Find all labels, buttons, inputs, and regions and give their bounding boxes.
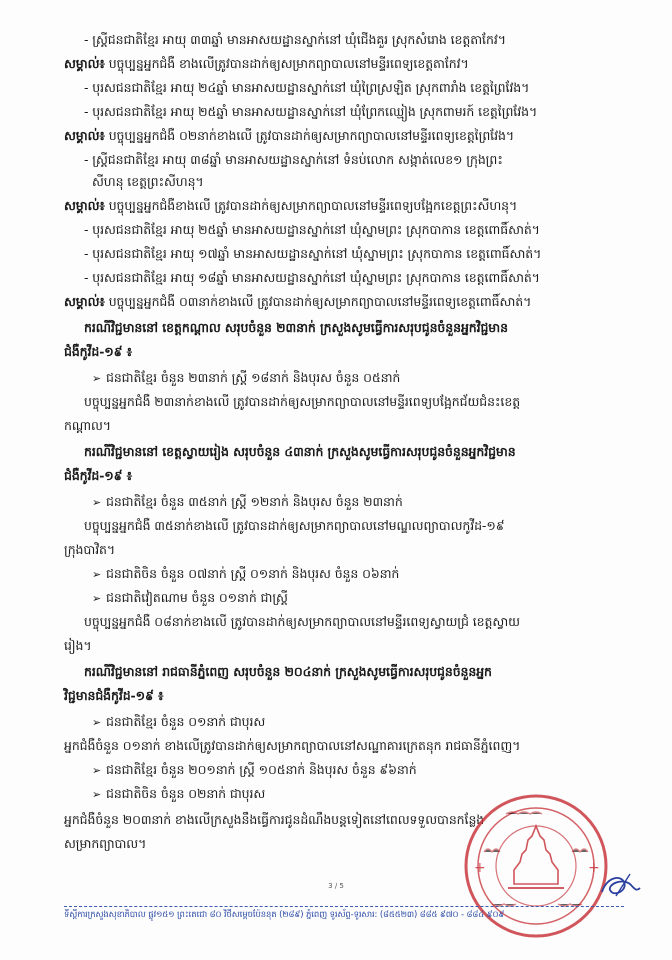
case-line: - បុរសជនជាតិខ្មែរ អាយុ ២៤ឆ្នាំ មានអាសយដ្ឋានស្នាក់នៅ ឃុំព្រៃស្រឡិត ស្រុកពារាំង ខេត្តព្រៃវែង។ [84, 80, 530, 95]
case-line: - ស្ត្រីជនជាតិខ្មែរ អាយុ ៣៣ឆ្នាំ មានអាសយដ្ឋានស្នាក់នៅ ឃុំជើងគួរ ស្រុកសំរោង ខេត្តតាកែវ។ [84, 32, 506, 47]
section-heading: ករណីវិជ្ជមាននៅ ខេត្តស្វាយរៀង សរុបចំនួន ៤៣នាក់ ក្រសួងសូមធ្វើការសរុបជូនចំនួនអ្នកវិជ្ជមាន [84, 444, 516, 459]
note-label: សម្គាល់៖ [64, 294, 105, 309]
svg-text:+: + [588, 860, 600, 876]
note-line [64, 292, 531, 312]
arrow-bullet-icon: ➢ [92, 496, 102, 509]
arrow-bullet-icon: ➢ [92, 764, 102, 777]
note-text: បច្ចុប្បន្នអ្នកជំងឺ ០២នាក់ខាងលើ ត្រូវបានដាក់ឲ្យសម្រាកព្យាបាលនៅមន្ទីរពេទ្យខេត្តព្រៃវែង។ [108, 128, 514, 143]
section-heading: ករណីវិជ្ជមាននៅ រាជធានីភ្នំពេញ សរុបចំនួន ២០៤នាក់ ក្រសួងសូមធ្វើការសរុបជូនចំនួនអ្នក [84, 664, 492, 679]
note-label: សម្គាល់៖ [64, 56, 105, 71]
case-line: - ស្ត្រីជនជាតិខ្មែរ អាយុ ៣៨ឆ្នាំ មានអាសយដ្ឋានស្នាក់នៅ ទំនប់លោក សង្កាត់លេខ១ ក្រុងព្រះ [84, 152, 503, 167]
bullet-line: ➢ ជនជាតិចិន ចំនួន ០២នាក់ ជាបុរស [92, 784, 265, 805]
case-line: - បុរសជនជាតិខ្មែរ អាយុ ១៨ឆ្នាំ មានអាសយដ្ឋានស្នាក់នៅ ឃុំស្នាមព្រះ ស្រុកបាកាន ខេត្តពោធិ៍សាត់។ [84, 270, 540, 285]
body-line-cont: សម្រាកព្យាបាល។ [64, 836, 147, 851]
bullet-line: ➢ ជនជាតិខ្មែរ ចំនួន ៣៥នាក់ ស្ត្រី ១២នាក់ និងបុរស ចំនួន ២៣នាក់ [92, 492, 403, 513]
note-line [64, 196, 517, 216]
section-heading-cont: វិជ្ជមានជំងឺកូវីដ-១៩ ៖ [64, 688, 164, 703]
case-line: - បុរសជនជាតិខ្មែរ អាយុ ២៥ឆ្នាំ មានអាសយដ្ឋានស្នាក់នៅ ឃុំស្នាមព្រះ ស្រុកបាកាន ខេត្តពោធិ៍សាត់។ [84, 222, 540, 237]
note-text: បច្ចុប្បន្នអ្នកជំងឺ ខាងលើត្រូវបានដាក់ឲ្យសម្រាកព្យាបាលនៅមន្ទីរពេទ្យខេត្តតាកែវ។ [108, 56, 469, 71]
body-line-cont: រៀង។ [64, 638, 92, 653]
footer-divider [64, 906, 624, 907]
case-line-cont: សីហនុ ខេត្តព្រះសីហនុ។ [92, 174, 204, 189]
arrow-bullet-icon: ➢ [92, 592, 102, 605]
case-line: - បុរសជនជាតិខ្មែរ អាយុ ២៥ឆ្នាំ មានអាសយដ្ឋានស្នាក់នៅ ឃុំព្រែកឈ្មៀង ស្រុកពាមរក៍ ខេត្តព្រៃវែង។ [84, 104, 538, 119]
note-text: បច្ចុប្បន្នអ្នកជំងឺខាងលើ ត្រូវបានដាក់ឲ្យសម្រាកព្យាបាលនៅមន្ទីរពេទ្យបង្អែកខេត្តព្រះសីហនុ។ [108, 198, 518, 213]
section-heading: ករណីវិជ្ជមាននៅ ខេត្តកណ្តាល សរុបចំនួន ២៣នាក់ ក្រសួងសូមធ្វើការសរុបជូនចំនួនអ្នកវិជ្ជមាន [84, 320, 508, 335]
body-line: បច្ចុប្បន្នអ្នកជំងឺ ៣៥នាក់ខាងលើ ត្រូវបានដាក់ឲ្យសម្រាកព្យាបាលនៅមណ្ឌលព្យាបាលកូវីដ-១៩ [84, 518, 505, 533]
bullet-line: ➢ ជនជាតិខ្មែរ ចំនួន ០១នាក់ ជាបុរស [92, 712, 265, 733]
bullet-line: ➢ ជនជាតិខ្មែរ ចំនួន ២០១នាក់ ស្ត្រី ១០៥នាក់ និងបុរស ចំនួន ៩៦នាក់ [92, 760, 417, 781]
case-line: - បុរសជនជាតិខ្មែរ អាយុ ១៧ឆ្នាំ មានអាសយដ្ឋានស្នាក់នៅ ឃុំស្នាមព្រះ ស្រុកបាកាន ខេត្តពោធិ៍សាត់។ [84, 246, 542, 261]
arrow-bullet-icon: ➢ [92, 788, 102, 801]
arrow-bullet-icon: ➢ [92, 372, 102, 385]
bullet-line: ➢ ជនជាតិចិន ចំនួន ០៧នាក់ ស្ត្រី ០១នាក់ និងបុរស ចំនួន ០៦នាក់ [92, 564, 399, 585]
page-number: 3 / 5 [328, 882, 344, 890]
arrow-bullet-icon: ➢ [92, 568, 102, 581]
note-text: បច្ចុប្បន្នអ្នកជំងឺ ០៣នាក់ខាងលើ ត្រូវបានដាក់ឲ្យសម្រាកព្យាបាលនៅមន្ទីរពេទ្យខេត្តពោធិ៍សាត់។ [108, 294, 532, 309]
svg-text:+: + [474, 860, 486, 876]
footer-address: ទីស្ដីការក្រសួងសុខាភិបាល ផ្លូវ១៥១ ព្រះតេជោ ៨០ វិថីសម្តេចប៉ែននុត (២៨៩) ភ្នំពេញ ទូរស័ព្ទ-ទូរសារ: (៨៥៥២៣) ៨៨៥ ៩៧០ - ៨៨៤ ៩០៩ [64, 910, 505, 920]
note-line [64, 126, 514, 146]
note-label: សម្គាល់៖ [64, 198, 105, 213]
body-line: អ្នកជំងឺចំនួន ២០៣នាក់ ខាងលើក្រសួងនឹងធ្វើការជូនដំណឹងបន្តទៀតនៅពេលទទួលបានកន្លែង [64, 812, 485, 827]
body-line: បច្ចុប្បន្នអ្នកជំងឺ ០៨នាក់ខាងលើ ត្រូវបានដាក់ឲ្យសម្រាកព្យាបាលនៅមន្ទីរពេទ្យស្វាយជ្រំ ខេត្តស្វាយ [84, 614, 520, 629]
body-line-cont: កណ្តាល។ [64, 418, 111, 433]
bullet-line: ➢ ជនជាតិខ្មែរ ចំនួន ២៣នាក់ ស្ត្រី ១៨នាក់ និងបុរស ចំនួន ០៥នាក់ [92, 368, 400, 389]
bullet-line: ➢ ជនជាតិវៀតណាម ចំនួន ០១នាក់ ជាស្ត្រី [92, 588, 288, 609]
note-label: សម្គាល់៖ [64, 128, 105, 143]
arrow-bullet-icon: ➢ [92, 716, 102, 729]
body-line: អ្នកជំងឺចំនួន ០១នាក់ ខាងលើត្រូវបានដាក់ឲ្យសម្រាកព្យាបាលនៅសណ្ឋាគារក្រេតនុក រាជធានីភ្នំពេញ។ [64, 738, 521, 753]
body-line: បច្ចុប្បន្នអ្នកជំងឺ ២៣នាក់ខាងលើ ត្រូវបានដាក់ឲ្យសម្រាកព្យាបាលនៅមន្ទីរពេទ្យបង្អែកជ័យជំនះខេត្ត [84, 394, 521, 409]
section-heading-cont: ជំងឺកូវីដ-១៩ ៖ [64, 344, 133, 359]
section-heading-cont: ជំងឺកូវីដ-១៩ ៖ [64, 468, 133, 483]
note-line [64, 54, 469, 74]
body-line-cont: ក្រុងបាវិត។ [64, 542, 116, 557]
